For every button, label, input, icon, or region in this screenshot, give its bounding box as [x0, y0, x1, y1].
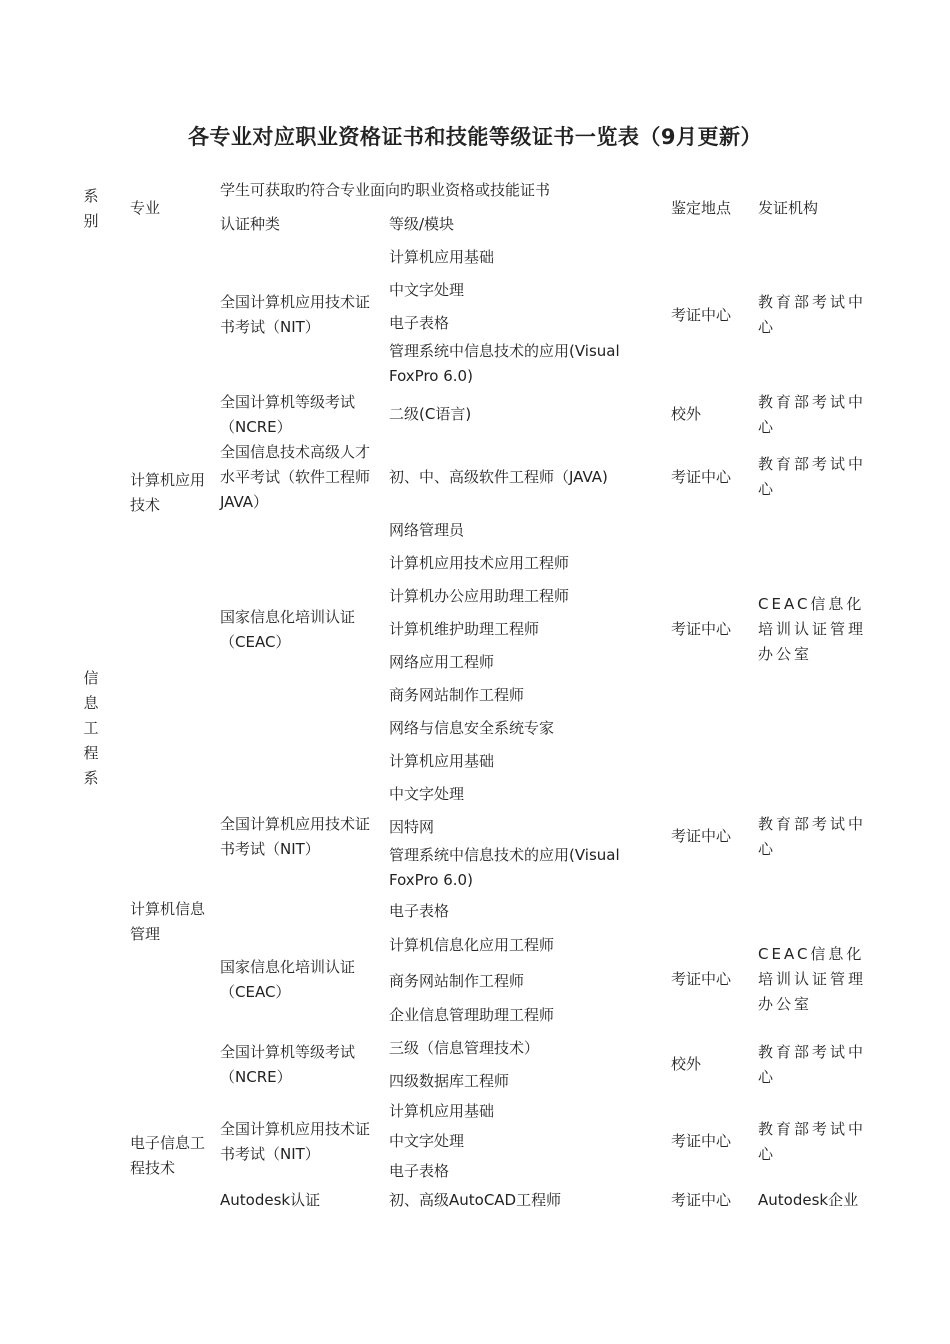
level-item: 电子表格	[389, 314, 450, 332]
level-item: 电子表格	[389, 1162, 450, 1180]
level-item: 管理系统中信息技术的应用(Visual FoxPro 6.0)	[389, 846, 620, 889]
cert-type-autodesk: Autodesk认证	[220, 1191, 321, 1209]
level-item: 商务网站制作工程师	[389, 686, 525, 704]
location: 考证中心	[671, 827, 732, 845]
cert-type-ceac-1: 国家信息化培训认证（CEAC）	[220, 608, 356, 651]
location: 考证中心	[671, 468, 732, 486]
issuer: Autodesk企业	[758, 1191, 859, 1209]
level-item: 管理系统中信息技术的应用(Visual FoxPro 6.0)	[389, 342, 620, 385]
cert-type-software: 全国信息技术高级人才水平考试（软件工程师JAVA）	[220, 443, 371, 511]
cert-type-ncre-2: 全国计算机等级考试（NCRE）	[220, 1043, 356, 1086]
level-item: 计算机信息化应用工程师	[389, 936, 555, 954]
cert-type-nit-3: 全国计算机应用技术证书考试（NIT）	[220, 1120, 371, 1163]
issuer: 教育部考试中心	[758, 1120, 867, 1163]
page-title: 各专业对应职业资格证书和技能等级证书一览表（9月更新）	[187, 125, 763, 149]
level-item: 中文字处理	[389, 785, 465, 803]
issuer: 教育部考试中心	[758, 1043, 867, 1086]
level-item: 初、高级AutoCAD工程师	[389, 1191, 562, 1209]
location: 考证中心	[671, 1191, 732, 1209]
level-item: 中文字处理	[389, 281, 465, 299]
major-cs-app: 计算机应用技术	[130, 471, 206, 514]
level-item: 计算机维护助理工程师	[389, 620, 540, 638]
level-item: 网络管理员	[389, 521, 465, 539]
level-item: 中文字处理	[389, 1132, 465, 1150]
level-item: 计算机应用基础	[389, 248, 495, 266]
location: 考证中心	[671, 1132, 732, 1150]
level-item: 二级(C语言)	[389, 405, 472, 423]
issuer: 教育部考试中心	[758, 393, 867, 436]
location: 校外	[671, 1055, 702, 1073]
level-item: 计算机办公应用助理工程师	[389, 587, 570, 605]
level-item: 电子表格	[389, 902, 450, 920]
level-item: 企业信息管理助理工程师	[389, 1006, 555, 1024]
issuer: CEAC信息化培训认证管理办公室	[758, 595, 867, 663]
level-item: 四级数据库工程师	[389, 1072, 510, 1090]
header-major: 专业	[130, 199, 161, 217]
major-ee-info: 电子信息工程技术	[130, 1134, 206, 1177]
header-cert-group: 学生可获取旳符合专业面向旳职业资格或技能证书	[220, 181, 551, 199]
level-item: 三级（信息管理技术）	[389, 1039, 540, 1057]
cert-type-ceac-2: 国家信息化培训认证（CEAC）	[220, 958, 356, 1001]
issuer: 教育部考试中心	[758, 815, 867, 858]
location: 考证中心	[671, 620, 732, 638]
header-issuer: 发证机构	[758, 199, 819, 217]
level-item: 因特网	[389, 818, 435, 836]
cert-type-ncre-1: 全国计算机等级考试（NCRE）	[220, 393, 356, 436]
issuer: 教育部考试中心	[758, 293, 867, 336]
level-item: 网络应用工程师	[389, 653, 495, 671]
cert-type-nit-2: 全国计算机应用技术证书考试（NIT）	[220, 815, 371, 858]
level-item: 计算机应用基础	[389, 1102, 495, 1120]
department-name: 信息工程系	[83, 669, 99, 787]
level-item: 计算机应用基础	[389, 752, 495, 770]
level-item: 初、中、高级软件工程师（JAVA)	[389, 468, 608, 486]
header-level: 等级/模块	[389, 215, 455, 233]
header-dept: 系别	[83, 187, 99, 230]
issuer: 教育部考试中心	[758, 455, 867, 498]
cert-type-nit-1: 全国计算机应用技术证书考试（NIT）	[220, 293, 371, 336]
issuer: CEAC信息化培训认证管理办公室	[758, 945, 867, 1013]
level-item: 计算机应用技术应用工程师	[389, 554, 570, 572]
header-cert-type: 认证种类	[220, 215, 281, 233]
location: 考证中心	[671, 970, 732, 988]
level-item: 商务网站制作工程师	[389, 972, 525, 990]
location: 考证中心	[671, 306, 732, 324]
location: 校外	[671, 405, 702, 423]
level-item: 网络与信息安全系统专家	[389, 719, 555, 737]
major-cs-info: 计算机信息管理	[130, 900, 206, 943]
header-location: 鉴定地点	[671, 199, 732, 217]
